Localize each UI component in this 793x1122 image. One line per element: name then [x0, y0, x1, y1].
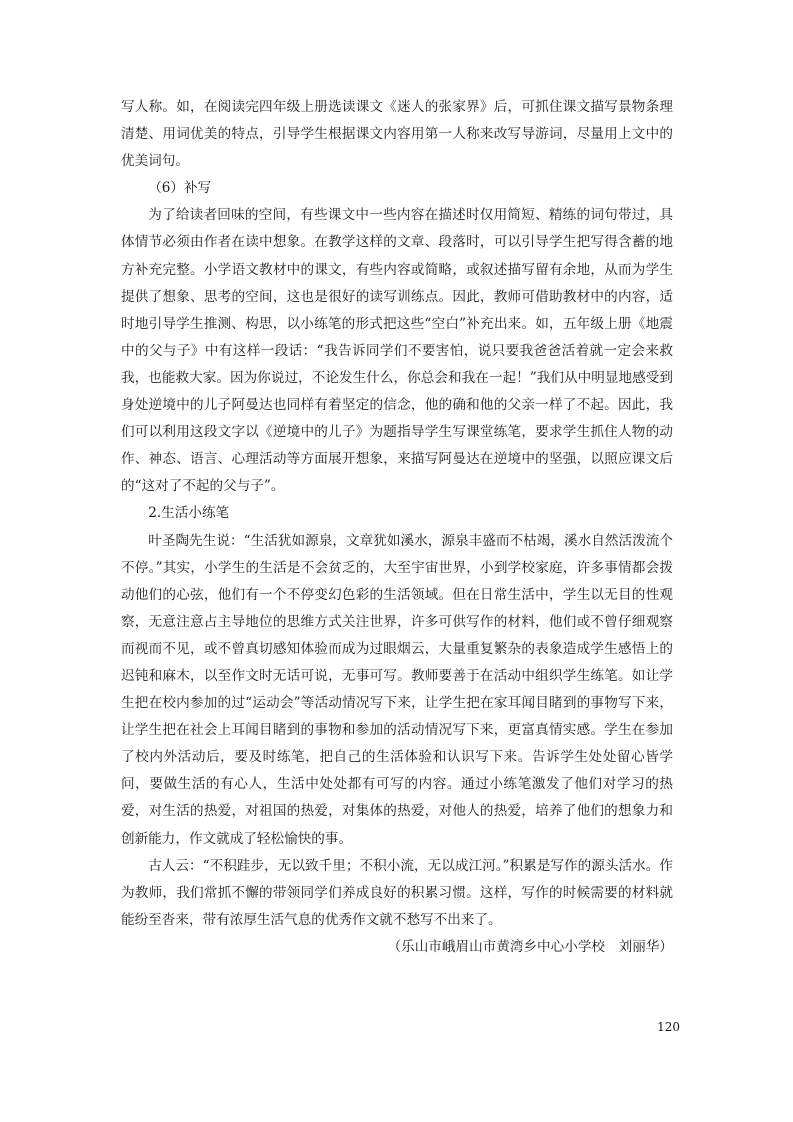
document-body	[121, 94, 673, 961]
paragraph-continuation: 写人称。如，在阅读完四年级上册选读课文《迷人的张家界》后，可抓住课文描写景物条理清楚、用词优美的特点，引导学生根据课文内容用第一人称来改写导游词，尽量用上文中的优美词句。	[121, 99, 673, 170]
paragraph-buxie: 为了给读者回味的空间，有些课文中一些内容在描述时仅用简短、精练的词句带过，具体情节必须由作者在读中想象。在教学这样的文章、段落时，可以引导学生把写得含蓄的地方补充完整。小学语文教材中的课文，有些内容或简略，或叙述描写留有余地，从而为学生提供了想象、思考的空间，这也是很好的读写训练点。因此，教师可借助教材中的内容，适时地引导学生推测、构思，以小练笔的形式把这些“空白”补充出来。如，五年级上册《地震中的父与子》中有这样一段话：“我告诉同学们不要害怕，说只要我爸爸活着就一定会来救我，也能救大家。因为你说过，不论发生什么，你总会和我在一起！”我们从中明显地感受到身处逆境中的儿子阿曼达也同样有着坚定的信念，他的确和他的父亲一样了不起。因此，我们可以利用这段文字以《逆境中的儿子》为题指导学生写课堂练笔，要求学生抓住人物的动作、神态、语言、心理活动等方面展开想象，来描写阿曼达在逆境中的坚强，以照应课文后的“这对了不起的父与子”。	[121, 207, 673, 495]
paragraph-shenghuo: 叶圣陶先生说：“生活犹如源泉，文章犹如溪水，源泉丰盛而不枯竭，溪水自然活泼流个不停。”其实，小学生的生活是不会贫乏的，大至宇宙世界，小到学校家庭，许多事情都会拨动他们的心弦，他们有一个不停变幻色彩的生活领域。但在日常生活中，学生以无目的性观察，无意注意占主导地位的思维方式关注世界，许多可供写作的材料，他们或不曾仔细观察而视而不见，或不曾真切感知体验而成为过眼烟云，大量重复繁杂的表象造成学生感悟上的迟钝和麻木，以至作文时无话可说，无事可写。教师要善于在活动中组织学生练笔。如让学生把在校内参加的过“运动会”等活动情况写下来，让学生把在家耳闻目睹到的事物写下来，让学生把在社会上耳闻目睹到的事物和参加的活动情况写下来，更富真情实感。学生在参加了校内外活动后，要及时练笔，把自己的生活体验和认识写下来。告诉学生处处留心皆学问，要做生活的有心人，生活中处处都有可写的内容。通过小练笔激发了他们对学习的热爱，对生活的热爱，对祖国的热爱，对集体的热爱，对他人的热爱，培养了他们的想象力和创新能力，作文就成了轻松愉快的事。	[121, 532, 673, 847]
section-heading-shenghuo: 2.生活小练笔	[148, 505, 230, 522]
section-heading-buxie: （6）补写	[148, 180, 212, 197]
paragraph-guren: 古人云：“不积跬步，无以致千里；不积小流，无以成江河。”积累是写作的源头活水。作为教师，我们常抓不懈的带领同学们养成良好的积累习惯。这样，写作的时候需要的材料就能纷至沓来，带有浓厚生活气息的优秀作文就不愁写不出来了。	[121, 857, 673, 928]
page-number: 120	[657, 1020, 680, 1034]
author-signature: （乐山市峨眉山市黄湾乡中心小学校 刘丽华）	[387, 938, 673, 955]
